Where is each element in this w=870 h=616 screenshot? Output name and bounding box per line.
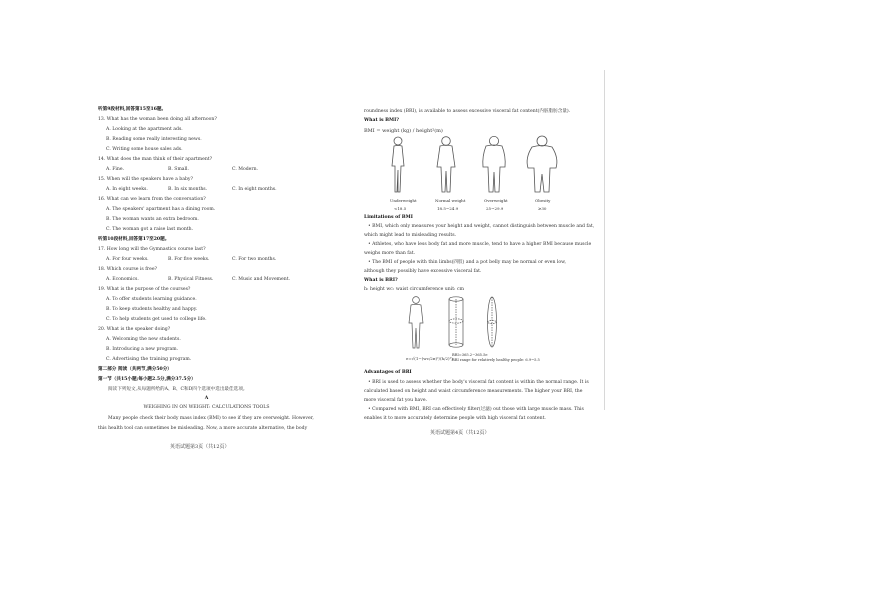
range-normal-weight: 18.5~24.9 (437, 206, 459, 211)
bri-variables: h: height wc: waist circumference unit: cm (364, 287, 464, 292)
q14-option-c: C. Modern. (232, 167, 259, 172)
obesity-body-icon (527, 136, 557, 192)
passage-line-2: this health tool can sometimes be misleading. Now, a more accurate alternative, the body (98, 426, 308, 431)
heading-what-is-bri: What is BRI? (364, 278, 398, 283)
limitation-line-4: weighs more than fat. (364, 251, 416, 256)
label-obesity: Obesity (535, 198, 551, 203)
q18-option-c: C. Music and Movement. (232, 277, 291, 282)
q14-option-b: B. Small. (168, 167, 189, 172)
scan-fold-line (604, 70, 605, 410)
q18-option-a: A. Economics. (106, 277, 139, 282)
q14-option-a: A. Fine. (106, 167, 125, 172)
intro-line: roundness index (BRI), is available to assess excessive visceral fat content(内脏脂肪含量). (364, 109, 571, 114)
bri-note-1: BRI=365.2−365.5e (452, 353, 488, 357)
q15-option-a: A. In eight weeks. (106, 187, 148, 192)
heading-what-is-bmi: What is BMI? (364, 118, 399, 123)
q20-option-a: A. Welcoming the new students. (106, 337, 181, 342)
question-14: 14. What does the man think of their apartment? (98, 157, 213, 162)
q13-option-a: A. Looking at the apartment ads. (106, 127, 183, 132)
limitation-line-1: • BMI, which only measures your height and weight, cannot distinguish between muscle and fat, (368, 224, 595, 229)
page-footer-left: 英语试题第3页（共12页） (170, 444, 230, 450)
q17-option-c: C. For two months. (232, 257, 277, 262)
q19-option-b: B. To keep students healthy and happy. (106, 307, 198, 312)
range-obesity: ≥30 (538, 206, 547, 211)
ellipsoid-icon (488, 297, 497, 347)
question-20: 20. What is the speaker doing? (98, 327, 171, 332)
q13-option-b: B. Reading some really interesting news. (106, 137, 202, 142)
limitation-line-2: which might lead to misleading results. (364, 233, 457, 238)
section-intro-10: 听第10段材料,回答第17至20题。 (98, 237, 170, 242)
q16-option-a: A. The speakers' apartment has a dining room. (106, 207, 216, 212)
question-18: 18. Which course is free? (98, 267, 158, 272)
page-footer-right: 英语试题第4页（共12页） (430, 430, 490, 436)
q16-option-c: C. The woman got a raise last month. (106, 227, 194, 232)
left-page (0, 0, 345, 616)
heading-limitations: Limitations of BMI (364, 215, 413, 220)
part-two-heading: 第二部分 阅读（共两节,满分50分） (98, 367, 172, 372)
passage-line-1: Many people check their body mass index (BMI) to see if they are overweight. However, (108, 416, 314, 421)
q13-option-c: C. Writing some house sales ads. (106, 147, 183, 152)
passage-title: WEIGHING IN ON WEIGHT: CALCULATIONS TOOLS (143, 405, 270, 410)
limitation-line-6: although they possibly have excessive visceral fat. (364, 269, 482, 274)
q15-option-b: B. In six months. (168, 187, 208, 192)
q15-option-c: C. In eight months. (232, 187, 277, 192)
q20-option-b: B. Introducing a new program. (106, 347, 179, 352)
q16-option-b: B. The woman wants an extra bedroom. (106, 217, 199, 222)
limitation-line-3: • Athletes, who have less body fat and more muscle, tend to have a higher BMI because muscle (368, 242, 592, 247)
label-underweight: Underweight (390, 198, 417, 203)
passage-letter: A (204, 396, 209, 401)
range-underweight: <18.5 (394, 206, 407, 211)
bri-figure (400, 293, 510, 351)
underweight-body-icon (392, 137, 404, 192)
advantage-line-1: • BRI is used to assess whether the body's visceral fat content is within the normal range. It is (368, 380, 589, 385)
q17-option-b: B. For five weeks. (168, 257, 210, 262)
question-13: 13. What has the woman been doing all afternoon? (98, 117, 217, 122)
q17-option-a: A. For four weeks. (106, 257, 149, 262)
human-body-icon (409, 297, 423, 348)
limitation-line-5: • The BMI of people with thin limbs(四肢) and a pot belly may be normal or even low, (368, 260, 566, 265)
section-intro: 听第9段材料,回答第15至16题。 (98, 107, 167, 112)
q19-option-a: A. To offer students learning guidance. (106, 297, 197, 302)
section-one-heading: 第一节（共15小题;每小题2.5分,满分37.5分） (98, 377, 196, 382)
reading-instructions: 阅读下列短文,从每题所给的A、B、C和D四个选项中选出最佳选项。 (108, 387, 248, 392)
question-16: 16. What can we learn from the conversation? (98, 197, 206, 202)
bri-formula: e=√(1−(wc/2π)²/(h/2)²) (406, 356, 453, 361)
normal-weight-body-icon (437, 137, 455, 192)
question-15: 15. When will the speakers have a baby? (98, 177, 193, 182)
right-page (360, 0, 595, 616)
advantage-line-5: enables it to more accurately determine people with high visceral fat content. (364, 416, 546, 421)
q20-option-c: C. Advertising the training program. (106, 357, 192, 362)
advantage-line-3: more visceral fat you have. (364, 398, 428, 403)
question-19: 19. What is the purpose of the courses? (98, 287, 191, 292)
overweight-body-icon (483, 136, 505, 192)
body-shapes-figure (380, 134, 570, 196)
bri-note-2: BRI range for relatively healthy people: 6.9~5.5 (452, 358, 540, 362)
label-overweight: Overweight (484, 198, 508, 203)
bmi-formula: BMI = weight (kg) / height²(m) (364, 128, 443, 134)
advantage-line-4: • Compared with BMI, BRI can effectively filter(过滤) out those with large muscle mass. This (368, 407, 584, 412)
q18-option-b: B. Physical Fitness. (168, 277, 214, 282)
label-normal-weight: Normal weight (435, 198, 466, 203)
question-17: 17. How long will the Gymnastics course last? (98, 247, 206, 252)
cylinder-icon (449, 297, 463, 347)
q19-option-c: C. To help students get used to college life. (106, 317, 207, 322)
advantage-line-2: calculated based on height and waist circumference measurements. The higher your BRI, the (364, 389, 583, 394)
heading-advantages: Advantages of BRI (364, 370, 412, 375)
range-overweight: 25~29.9 (486, 206, 504, 211)
